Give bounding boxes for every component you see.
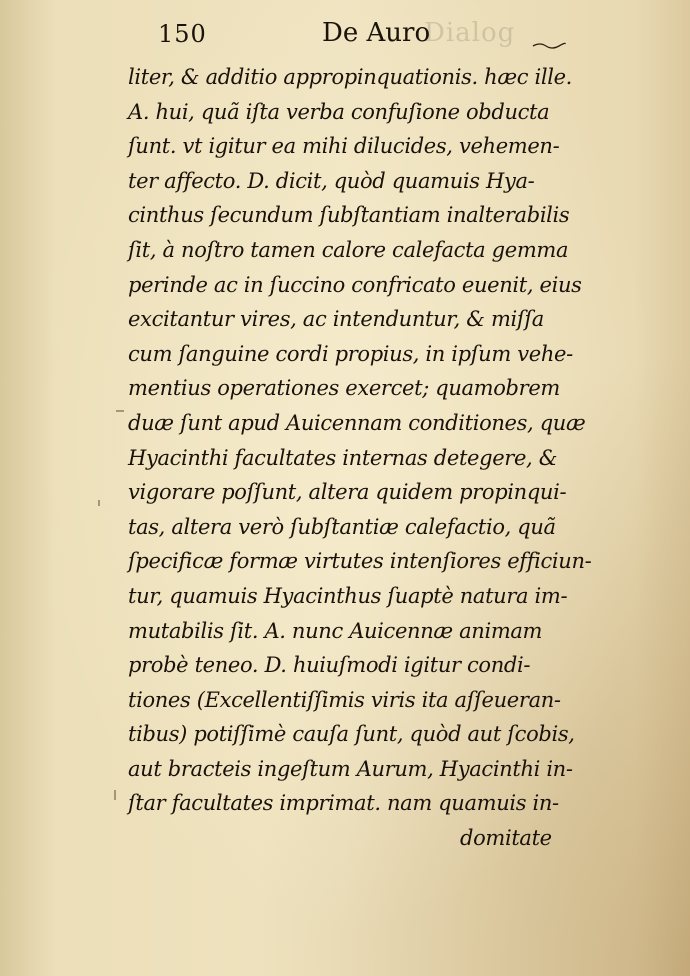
page-number: 150 xyxy=(158,20,207,48)
text-line: cinthus ſecundum ſubſtantiam inalterabilis xyxy=(128,203,570,228)
text-line: liter, & additio appropinquationis. hæc ille. xyxy=(128,65,572,89)
text-line: ſit, à noſtro tamen calore calefacta gemma xyxy=(128,237,569,262)
text-line: vigorare poſſunt, altera quidem propinqui- xyxy=(128,480,567,505)
text-line: Hyacinthi facultates internas detegere, & xyxy=(128,445,558,470)
text-line: tiones (Excellentiſſimis viris ita aſſeueran- xyxy=(128,687,561,712)
running-head: De Auro xyxy=(322,18,431,48)
page-header xyxy=(0,14,690,54)
text-line: ſtar facultates imprimat. nam quamuis in- xyxy=(128,791,559,816)
text-line: mentius operationes exercet; quamobrem xyxy=(128,376,560,401)
bleed-through-text: Dialog xyxy=(424,18,516,48)
text-line: aut bracteis ingeſtum Aurum, Hyacinthi in- xyxy=(128,756,573,781)
text-line: ſpecificæ formæ virtutes intenſiores efficiun- xyxy=(128,549,592,574)
text-line: cum ſanguine cordi propius, in ipſum vehe- xyxy=(128,341,573,366)
margin-mark xyxy=(114,790,116,800)
text-line: tas, altera verò ſubſtantiæ calefactio, quã xyxy=(128,514,556,539)
text-line: tur, quamuis Hyacinthus ſuaptè natura im- xyxy=(128,583,568,608)
text-line: ſunt. vt igitur ea mihi dilucides, vehemen- xyxy=(128,134,560,159)
text-line: perinde ac in ſuccino confricato euenit, eius xyxy=(128,272,582,297)
text-line: duæ ſunt apud Auicennam conditiones, quæ xyxy=(128,410,586,435)
text-block xyxy=(128,60,608,856)
text-line: mutabilis ſit. A. nunc Auicennæ animam xyxy=(128,618,543,643)
text-line: probè teneo. D. huiuſmodi igitur condi- xyxy=(128,653,531,678)
catchword: domitate xyxy=(460,826,552,851)
text-line: A. hui, quã iſta verba confuſione obducta xyxy=(128,99,550,124)
text-line: excitantur vires, ac intenduntur, & miſſa xyxy=(128,307,544,332)
text-line: tibus) potiſſimè cauſa ſunt, quòd aut ſcobis, xyxy=(128,722,575,747)
margin-mark xyxy=(98,500,100,506)
text-line: ter affecto. D. dicit, quòd quamuis Hya- xyxy=(128,168,535,193)
margin-mark xyxy=(116,410,124,412)
flourish-ornament xyxy=(532,40,566,50)
